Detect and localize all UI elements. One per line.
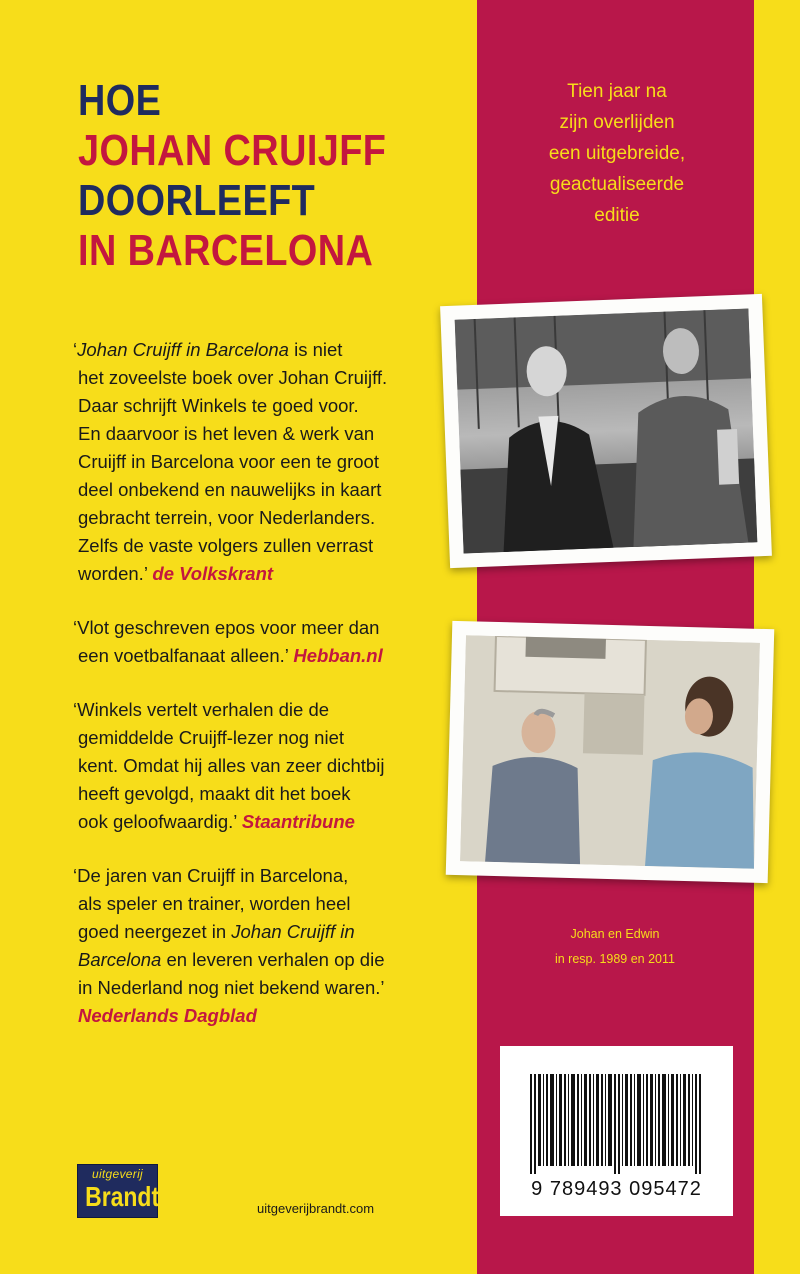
quote-text: goed neergezet in (78, 921, 232, 942)
logo-label: uitgeverij (91, 1167, 144, 1181)
caption-line: in resp. 1989 en 2011 (554, 952, 675, 966)
quote-line: ‘De jaren van Cruijff in Barcelona, (73, 865, 349, 886)
quote-line: ‘Vlot geschreven epos voor meer dan (73, 617, 380, 638)
quote-text: en leveren verhalen op die (161, 949, 385, 970)
title-line-3: DOORLEEFT (78, 176, 316, 225)
photo-1989-image (455, 308, 758, 553)
quote-line: ‘Johan Cruijff in Barcelona is niet (73, 339, 343, 360)
edition-tagline (482, 76, 752, 231)
quote-line (73, 642, 473, 670)
logo-brand: Brandt (85, 1181, 160, 1212)
quote-line (73, 918, 473, 946)
isbn-number: 9 789493 095472 (531, 1178, 702, 1200)
title-line-4: IN BARCELONA (78, 226, 374, 275)
book-title-reference: Barcelona (78, 949, 162, 970)
photo-1989 (440, 294, 772, 568)
quote-line (73, 946, 473, 974)
publisher-website[interactable]: uitgeverijbrandt.com (257, 1201, 375, 1216)
quote-line: in Nederland nog niet bekend waren.’ (78, 977, 385, 998)
review-quote-nederlands-dagblad (73, 862, 473, 1030)
book-title-reference: Johan Cruijff in (231, 921, 355, 942)
quote-text: is niet (288, 339, 343, 360)
tagline-line: geactualiseerde (549, 174, 685, 195)
review-quotes (73, 336, 473, 1056)
quote-text: ook geloofwaardig.’ (78, 811, 237, 832)
quote-line (73, 560, 473, 588)
book-title-reference: Johan Cruijff in Barcelona (77, 339, 289, 360)
photo-caption (500, 922, 730, 972)
title-line-1: HOE (78, 76, 162, 125)
caption-line: Johan en Edwin (570, 927, 660, 941)
review-quote-volkskrant (73, 336, 473, 588)
quote-source: de Volkskrant (152, 563, 274, 584)
quote-line: heeft gevolgd, maakt dit het boek (78, 783, 351, 804)
quote-line: gebracht terrein, voor Nederlanders. (78, 507, 376, 528)
quote-line: kent. Omdat hij alles van zeer dichtbij (78, 755, 385, 776)
publisher-logo (77, 1164, 158, 1218)
quote-line: ‘Winkels vertelt verhalen die de (73, 699, 330, 720)
title-line-2: JOHAN CRUIJFF (78, 126, 387, 175)
quote-source: Staantribune (241, 811, 355, 832)
quote-line: deel onbekend en nauwelijks in kaart (78, 479, 382, 500)
quote-line (73, 808, 473, 836)
quote-line: het zoveelste boek over Johan Cruijff. (78, 367, 388, 388)
isbn-barcode (500, 1046, 733, 1216)
quote-source: Nederlands Dagblad (78, 1005, 257, 1026)
tagline-line: Tien jaar na (567, 81, 667, 102)
photo-2011 (446, 621, 775, 883)
quote-line: gemiddelde Cruijff-lezer nog niet (78, 727, 345, 748)
review-quote-staantribune (73, 696, 473, 836)
quote-text: worden.’ (78, 563, 148, 584)
book-title (78, 76, 386, 276)
quote-line: als speler en trainer, worden heel (78, 893, 351, 914)
quote-line: Zelfs de vaste volgers zullen verrast (78, 535, 374, 556)
quote-line: En daarvoor is het leven & werk van (78, 423, 375, 444)
barcode-bars (530, 1074, 703, 1174)
tagline-line: editie (594, 205, 640, 226)
quote-line: Daar schrijft Winkels te goed voor. (78, 395, 359, 416)
quote-line: Cruijff in Barcelona voor een te groot (78, 451, 379, 472)
photo-2011-image (460, 635, 760, 869)
quote-source: Hebban.nl (293, 645, 383, 666)
quote-text: een voetbalfanaat alleen.’ (78, 645, 289, 666)
review-quote-hebban (73, 614, 473, 670)
tagline-line: zijn overlijden (559, 112, 675, 133)
tagline-line: een uitgebreide, (548, 143, 686, 164)
